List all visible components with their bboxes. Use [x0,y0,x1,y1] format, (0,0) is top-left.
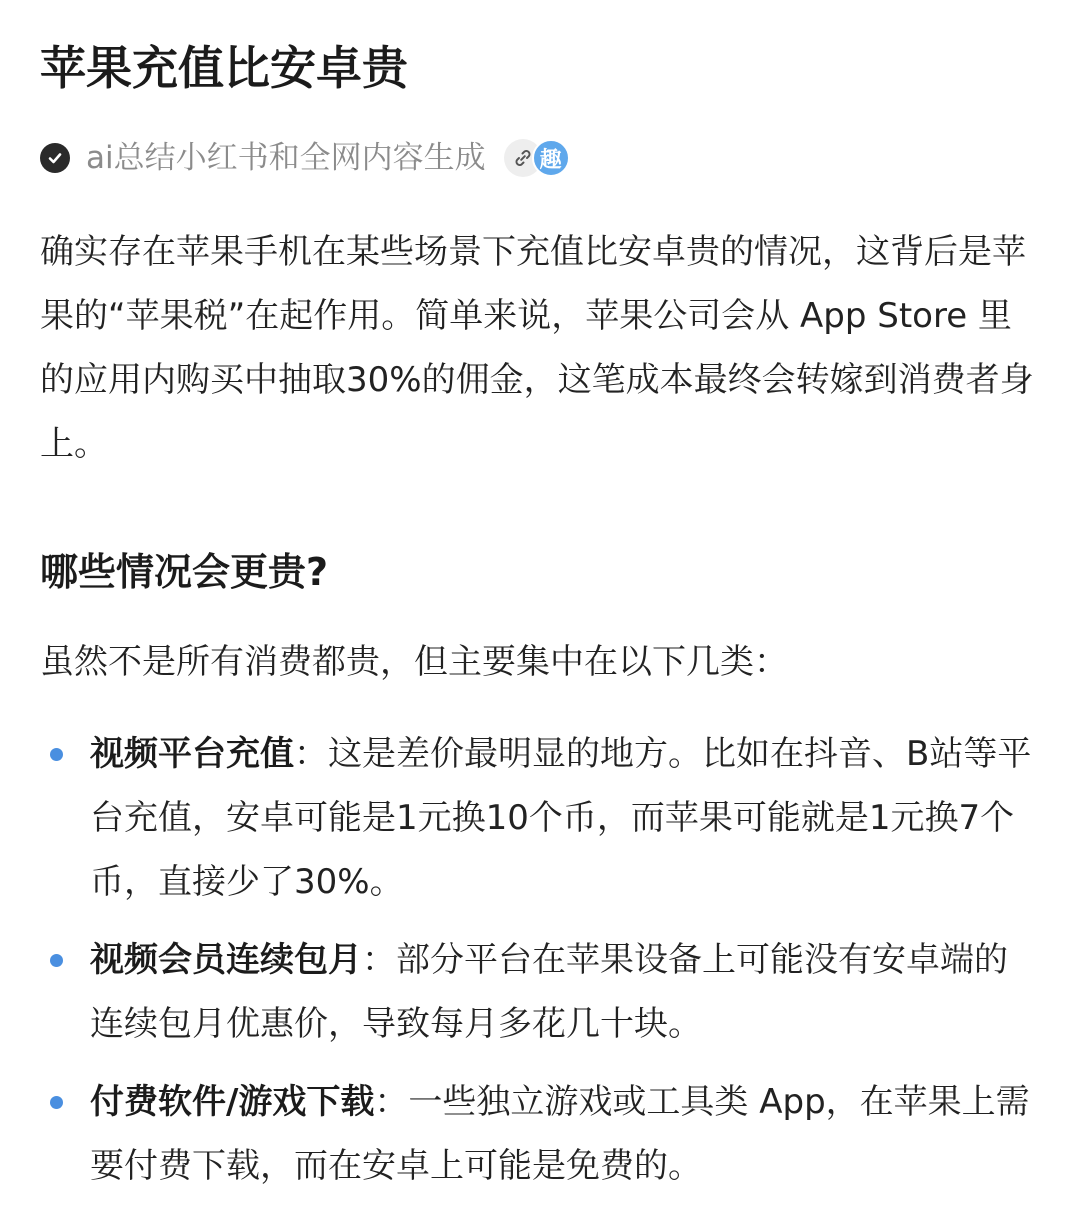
list-item [40,722,1040,914]
bullet-separator: ： [362,940,396,980]
section-lead: 虽然不是所有消费都贵，但主要集中在以下几类： [40,642,788,682]
bullet-text: 一些独立游戏或工具类 App，在苹果上需要付费下载，而在安卓上可能是免费的。 [90,1082,1030,1186]
check-circle-icon [40,143,70,173]
qu-badge-icon[interactable]: 趣 [532,139,570,177]
bullet-term: 视频会员连续包月 [90,940,362,980]
source-attribution [40,134,570,182]
list-item [40,928,1040,1056]
bullet-dot-icon [50,954,63,967]
bullet-text: 部分平台在苹果设备上可能没有安卓端的连续包月优惠价，导致每月多花几十块。 [90,940,1008,1044]
list-item [40,1070,1040,1198]
bullet-separator: ： [294,734,328,774]
bullet-separator: ： [374,1082,409,1122]
bullet-term: 视频平台充值 [90,734,294,774]
page-title: 苹果充值比安卓贵 [40,41,408,95]
bullet-list [40,722,1040,1212]
source-links[interactable] [504,139,570,177]
intro-paragraph: 确实存在苹果手机在某些场景下充值比安卓贵的情况，这背后是苹果的“苹果税”在起作用。简单来说，苹果公司会从 App Store 里的应用内购买中抽取30%的佣金，这笔成本最终会转嫁到消费者身上。 [40,232,1034,464]
source-text: ai总结小红书和全网内容生成 [86,140,486,176]
bullet-text: 这是差价最明显的地方。比如在抖音、B站等平台充值，安卓可能是1元换10个币，而苹果可能就是1元换7个币，直接少了30%。 [90,734,1032,902]
section-heading: 哪些情况会更贵? [40,550,329,594]
bullet-dot-icon [50,1096,63,1109]
bullet-term: 付费软件/游戏下载 [90,1082,375,1122]
bullet-dot-icon [50,748,63,761]
